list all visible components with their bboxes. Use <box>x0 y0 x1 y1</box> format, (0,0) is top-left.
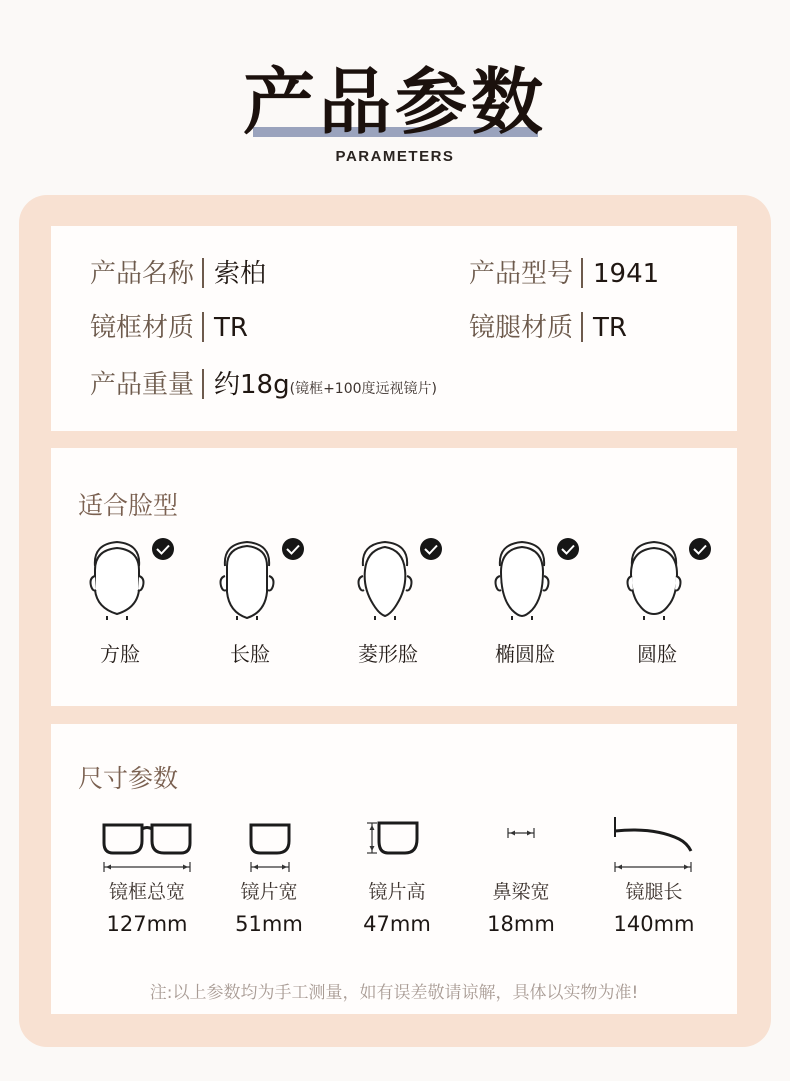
param-row-temple-material <box>469 307 627 344</box>
dimension-value: 47mm <box>363 912 431 936</box>
lens-height-icon <box>337 815 457 875</box>
dimension-bridge-width <box>461 815 581 936</box>
temple-length-icon <box>594 815 714 875</box>
dimension-label: 镜片宽 <box>240 881 298 903</box>
round-face-icon <box>602 536 712 620</box>
divider <box>581 258 583 288</box>
divider <box>202 258 204 288</box>
param-value: 索柏 <box>214 259 267 289</box>
checkmark-icon <box>557 538 579 560</box>
dimension-label: 镜片高 <box>368 881 426 903</box>
param-note: (镜框+100度远视镜片) <box>289 381 437 397</box>
face-section-title: 适合脸型 <box>78 491 179 520</box>
face-shape-label: 方脸 <box>100 642 140 666</box>
face-shape-item <box>470 536 580 667</box>
header <box>0 60 790 144</box>
param-label: 产品重量 <box>90 370 195 400</box>
checkmark-icon <box>282 538 304 560</box>
frame-width-icon <box>87 815 207 875</box>
param-value: 1941 <box>593 259 660 289</box>
dimension-label: 镜框总宽 <box>108 881 185 903</box>
checkmark-icon <box>420 538 442 560</box>
face-shape-item <box>65 536 175 667</box>
dimension-value: 18mm <box>487 912 555 936</box>
dimension-lens-width <box>209 815 329 936</box>
diamond-face-icon <box>333 536 443 620</box>
face-shape-label: 圆脸 <box>637 642 677 666</box>
dimension-label: 镜腿长 <box>625 881 683 903</box>
face-shape-label: 椭圆脸 <box>495 642 555 666</box>
param-row-name <box>90 253 266 290</box>
lens-width-icon <box>209 815 329 875</box>
face-shape-label: 长脸 <box>230 642 270 666</box>
dimension-label: 鼻梁宽 <box>492 881 550 903</box>
oval-face-icon <box>470 536 580 620</box>
dimension-value: 140mm <box>613 912 695 936</box>
param-value: TR <box>593 313 627 343</box>
param-label: 产品名称 <box>90 259 195 289</box>
page-subtitle: PARAMETERS <box>335 148 455 165</box>
param-row-frame-material <box>90 307 248 344</box>
param-label: 镜框材质 <box>90 313 195 343</box>
param-row-model <box>469 253 659 290</box>
face-shape-item <box>333 536 443 667</box>
dimension-value: 51mm <box>235 912 303 936</box>
param-label: 镜腿材质 <box>469 313 574 343</box>
divider <box>202 369 204 399</box>
face-shape-label: 菱形脸 <box>358 642 418 666</box>
checkmark-icon <box>689 538 711 560</box>
dimension-temple-length <box>594 815 714 936</box>
page-title: 产品参数 <box>242 60 547 144</box>
square-face-icon <box>65 536 175 620</box>
divider <box>202 312 204 342</box>
long-face-icon <box>195 536 305 620</box>
dimension-value: 127mm <box>106 912 188 936</box>
checkmark-icon <box>152 538 174 560</box>
param-label: 产品型号 <box>469 259 574 289</box>
measurement-note: 注:以上参数均为手工测量，如有误差敬请谅解，具体以实物为准! <box>149 983 639 1003</box>
dimension-lens-height <box>337 815 457 936</box>
divider <box>581 312 583 342</box>
param-value: TR <box>214 313 248 343</box>
bridge-width-icon <box>461 815 581 875</box>
param-value: 约18g <box>214 370 290 400</box>
dimension-frame-width <box>87 815 207 936</box>
dimensions-section-title: 尺寸参数 <box>78 764 179 793</box>
param-row-weight <box>90 364 437 401</box>
face-shape-item <box>195 536 305 667</box>
face-shape-item <box>602 536 712 667</box>
